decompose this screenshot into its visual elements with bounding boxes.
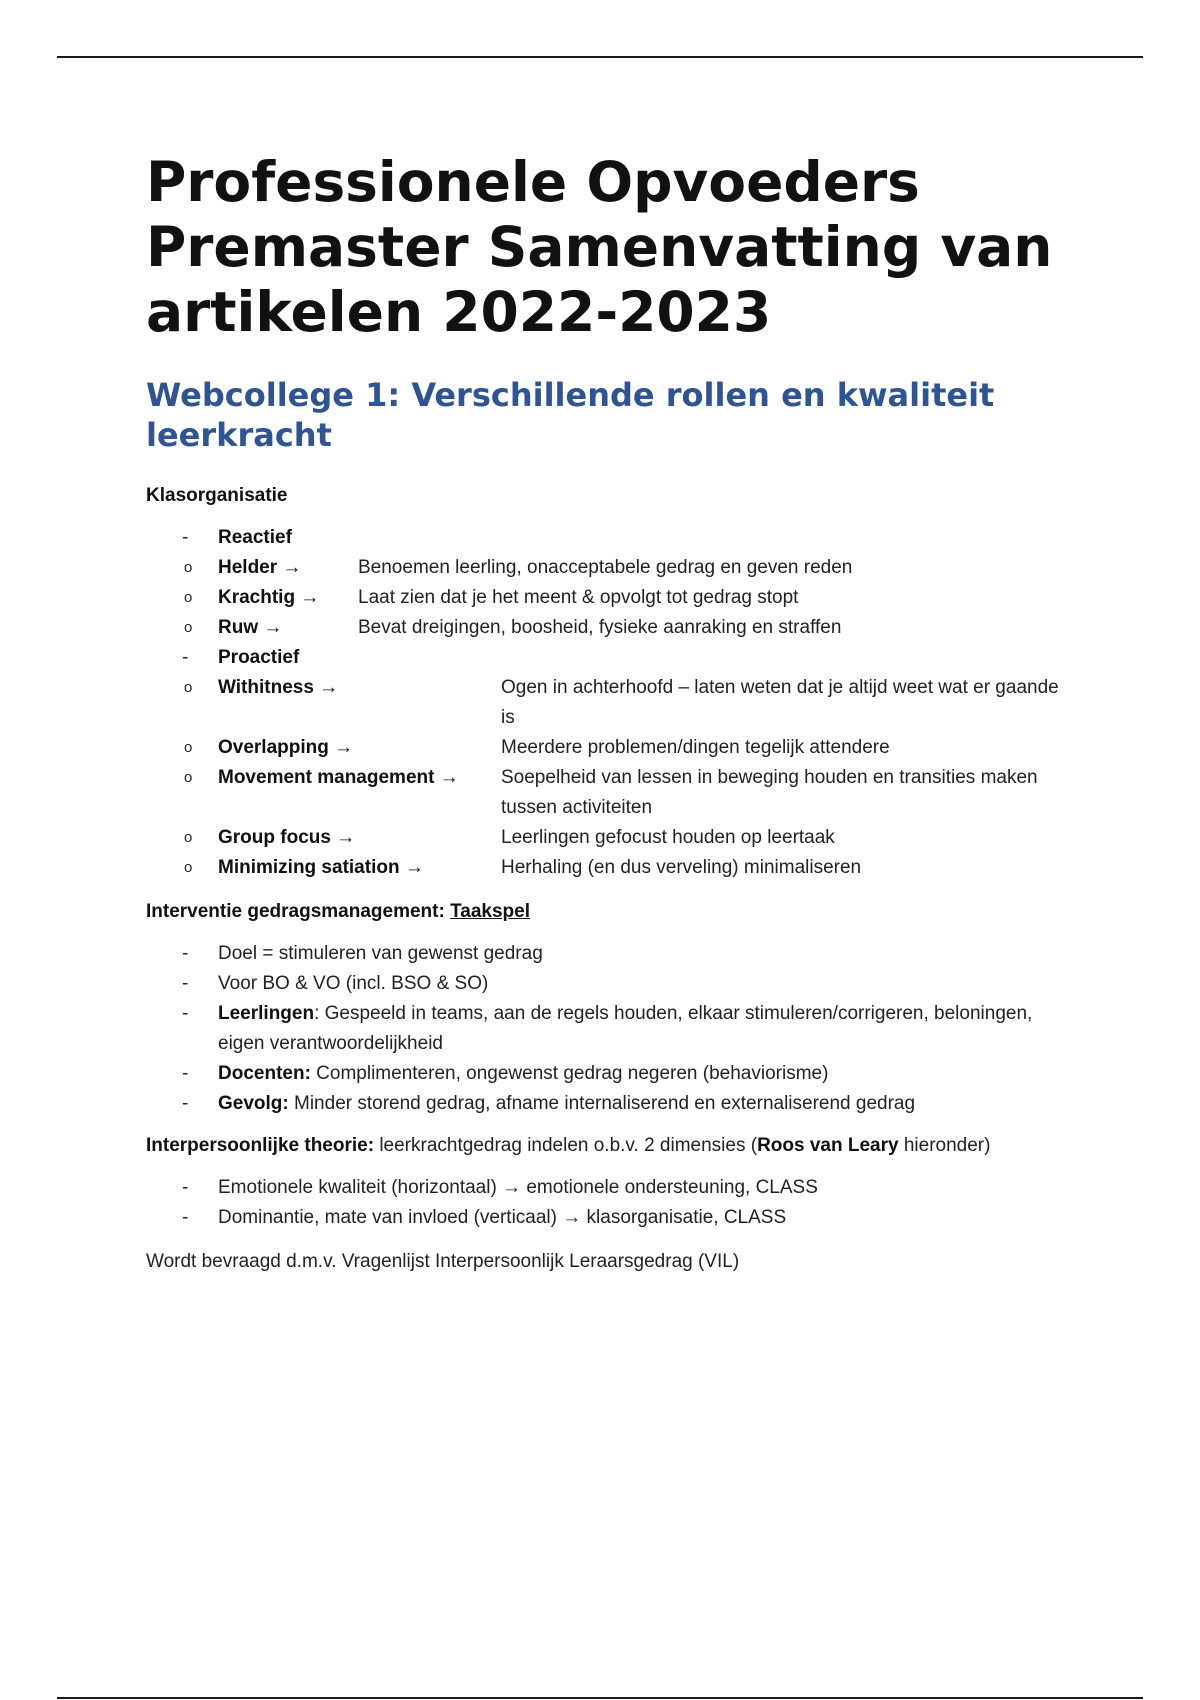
item-text: klasorganisatie, CLASS (581, 1207, 787, 1228)
document-title: Professionele Opvoeders Premaster Samenvatting van artikelen 2022-2023 (146, 150, 1053, 344)
dash-bullet: - (182, 1063, 189, 1084)
dash-bullet: - (182, 527, 189, 548)
list-item-proactief (146, 643, 1076, 673)
footer-rule (57, 1697, 1143, 1699)
item-text: Complimenteren, ongewenst gedrag negeren (behaviorisme) (310, 1063, 829, 1084)
reactief-item (184, 553, 1076, 583)
proactief-description: Herhaling (en dus verveling) minimaliseren (501, 857, 862, 878)
proactief-sublist (184, 673, 1076, 883)
proactief-description: Meerdere problemen/dingen tegelijk attendere (501, 737, 890, 758)
dash-bullet: - (182, 1207, 189, 1228)
proactief-description: Leerlingen gefocust houden op leertaak (501, 827, 835, 848)
list-item (146, 939, 1076, 969)
item-bold-label: Leerlingen (218, 1003, 315, 1024)
interpersoonlijke-section (146, 1131, 1076, 1277)
proactief-term: Group focus → (218, 827, 356, 848)
dash-bullet: - (182, 1177, 189, 1198)
interpersoonlijke-line (146, 1131, 1076, 1161)
interpersoonlijke-text-end: hieronder) (898, 1135, 991, 1156)
circle-bullet: o (184, 829, 193, 846)
klasorganisatie-label: Klasorganisatie (146, 485, 288, 506)
arrow-icon: → (502, 1177, 522, 1198)
interpersoonlijke-text: leerkrachtgedrag indelen o.b.v. 2 dimensies ( (374, 1135, 758, 1156)
arrow-icon: → (562, 1207, 582, 1228)
item-text: Emotionele kwaliteit (horizontaal) (218, 1177, 503, 1198)
dash-bullet: - (182, 973, 189, 994)
klasorganisatie-list-2 (146, 643, 1076, 673)
proactief-description: Ogen in achterhoofd – laten weten dat je altijd weet wat er gaande is (501, 677, 1059, 728)
proactief-item (184, 853, 1076, 883)
proactief-term: Overlapping → (218, 737, 354, 758)
circle-bullet: o (184, 739, 193, 756)
circle-bullet: o (184, 769, 193, 786)
header-rule (57, 56, 1143, 58)
interventie-list (146, 939, 1076, 1119)
section-heading: Webcollege 1: Verschillende rollen en kwaliteit leerkracht (146, 376, 995, 454)
proactief-item (184, 733, 1076, 763)
list-item (146, 1059, 1076, 1089)
reactief-item (184, 613, 1076, 643)
list-item (146, 1173, 1076, 1203)
roos-van-leary: Roos van Leary (757, 1135, 899, 1156)
proactief-term: Minimizing satiation → (218, 857, 424, 878)
dash-bullet: - (182, 1093, 189, 1114)
proactief-item (184, 823, 1076, 853)
proactief-description: Soepelheid van lessen in beweging houden en transities maken tussen activiteiten (501, 767, 1038, 818)
interpersoonlijke-label: Interpersoonlijke theorie: (146, 1135, 375, 1156)
document-body (146, 150, 1076, 1277)
dash-bullet: - (182, 1003, 189, 1024)
proactief-term: Movement management → (218, 767, 459, 788)
reactief-term: Helder → (218, 557, 302, 578)
proactief-label: Proactief (218, 647, 300, 668)
list-item (146, 1089, 1076, 1119)
reactief-label: Reactief (218, 527, 292, 548)
vil-footer: Wordt bevraagd d.m.v. Vragenlijst Interpersoonlijk Leraarsgedrag (VIL) (146, 1251, 740, 1272)
reactief-description: Laat zien dat je het meent & opvolgt tot gedrag stopt (358, 587, 799, 608)
circle-bullet: o (184, 859, 193, 876)
item-text: Minder storend gedrag, afname internaliserend en externaliserend gedrag (288, 1093, 916, 1114)
circle-bullet: o (184, 559, 193, 576)
klasorganisatie-list (146, 523, 1076, 553)
reactief-item (184, 583, 1076, 613)
item-text: Dominantie, mate van invloed (verticaal) (218, 1207, 563, 1228)
interventie-label: Interventie gedragsmanagement: (146, 901, 445, 922)
item-text: emotionele ondersteuning, CLASS (521, 1177, 818, 1198)
proactief-term: Withitness → (218, 677, 339, 698)
reactief-term: Ruw → (218, 617, 283, 638)
reactief-term: Krachtig → (218, 587, 320, 608)
dash-bullet: - (182, 943, 189, 964)
reactief-description: Bevat dreigingen, boosheid, fysieke aanraking en straffen (358, 617, 842, 638)
proactief-item (184, 763, 1076, 823)
list-item (146, 999, 1076, 1059)
list-item-reactief (146, 523, 1076, 553)
circle-bullet: o (184, 679, 193, 696)
circle-bullet: o (184, 589, 193, 606)
proactief-item (184, 673, 1076, 733)
list-item (146, 1203, 1076, 1233)
item-text: : Gespeeld in teams, aan de regels houden, elkaar stimuleren/corrigeren, beloningen, eigen verantwoordelijkheid (218, 1003, 1033, 1054)
list-item (146, 969, 1076, 999)
interventie-section (146, 897, 1076, 1119)
taakspel-link: Taakspel (450, 901, 531, 922)
item-text: Doel = stimuleren van gewenst gedrag (218, 943, 543, 964)
klasorganisatie-section (146, 481, 1076, 883)
reactief-description: Benoemen leerling, onacceptabele gedrag en geven reden (358, 557, 853, 578)
circle-bullet: o (184, 619, 193, 636)
dash-bullet: - (182, 647, 189, 668)
interpersoonlijke-list (146, 1173, 1076, 1233)
item-bold-label: Gevolg: (218, 1093, 289, 1114)
reactief-sublist (184, 553, 1076, 643)
item-text: Voor BO & VO (incl. BSO & SO) (218, 973, 489, 994)
item-bold-label: Docenten: (218, 1063, 311, 1084)
